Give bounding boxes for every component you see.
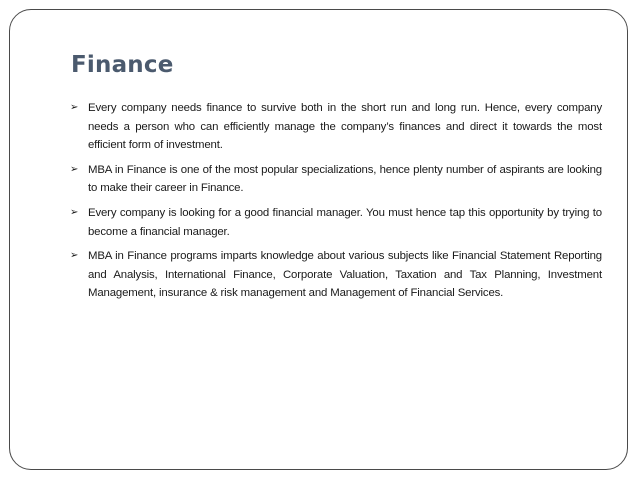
bullet-item: [70, 247, 602, 303]
slide-title: Finance: [71, 52, 174, 78]
arrow-bullet-icon: ➢: [70, 163, 79, 175]
arrow-bullet-icon: ➢: [70, 250, 79, 262]
bullet-item: [70, 204, 602, 241]
arrow-bullet-icon: ➢: [70, 206, 79, 218]
arrow-bullet-icon: ➢: [70, 102, 79, 113]
bullet-list: [70, 99, 602, 309]
bullet-item: [70, 161, 602, 198]
bullet-text: MBA in Finance is one of the most popular specializations, hence plenty number of aspirants are looking to make their career in Finance.: [88, 163, 602, 195]
bullet-item: [70, 99, 602, 155]
bullet-text: Every company needs finance to survive both in the short run and long run. Hence, every company needs a person who can efficiently manage the company’s finances and direct it towards the most efficient form of investment.: [88, 102, 602, 152]
bullet-text: Every company is looking for a good financial manager. You must hence tap this opportunity by trying to become a financial manager.: [88, 206, 602, 238]
bullet-text: MBA in Finance programs imparts knowledge about various subjects like Financial Statement Reporting and Analysis, International Finance, Corporate Valuation, Taxation and Tax Planning, Investment Management, insurance & risk management and Management of Financial Services.: [88, 250, 602, 300]
